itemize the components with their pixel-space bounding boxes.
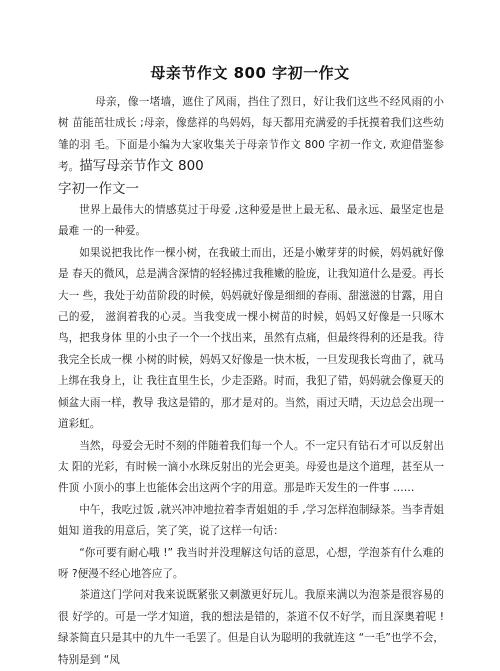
body-paragraph-1: 世界上最伟大的情感莫过于母爱 ,这种爱是世上最无私、最永远、最坚定也是最难 一的一种爱。 [58,204,444,238]
article-body [58,92,444,671]
body-paragraph-5: “你可要有耐心哦 !” 我当时并没理解这句话的意思，心想，学泡茶有什么难的呀 ?便漫不经心地答应了。 [58,546,444,580]
intro-text: 母亲，像一堵墙，遮住了风雨，挡住了烈日，好让我们这些不经风雨的小树 苗能茁壮成长 ;母亲，像慈祥的鸟妈妈，每天都用充满爱的手抚摸着我们这些幼雏的羽 毛。下面是小编为大家收集关于母亲节作文 800 字初一作文, 欢迎借鉴参考。 [58,96,444,174]
body-paragraph-3: 当然，母爱会无时不刻的伴随着我们每一个人。不一定只有钻石才可以反射出太 阳的光彩，有时候一滴小水珠反射出的光会更美。母爱也是这个道理，甚至从一件顶 小顶小的事上也能体会出这两个字的用意。那是昨天发生的一件事 …… [58,439,444,495]
intro-paragraph [58,92,444,179]
sub-heading-part2: 字初一作文一 [58,180,139,197]
body-paragraph-6: 茶道这门学问对我来说既紧张又刺激更好玩儿。我原来满以为泡茶是很容易的很 好学的。可是一学才知道，我的想法是错的，茶道不仅不好学，而且深奥着呢 !绿茶简直只是其中的九牛一毛罢了。但是自认为聪明的我就连这 “一毛”也学不会，特别是到 “凤 [58,589,444,666]
article-title: 母亲节作文 800 字初一作文 [150,64,350,82]
body-paragraph-4: 中午，我吃过饭 ,就兴冲冲地拉着李青姐姐的手 ,学习怎样泡制绿茶。当李青姐姐知 道我的用意后，笑了笑，说了这样一句话： [58,503,444,538]
sub-heading-part1: 描写母亲节作文 800 [79,158,204,175]
body-paragraph-2: 如果说把我比作一棵小树，在我破土而出，还是小嫩芽芽的时候，妈妈就好像是 春天的微风，总是满含深情的轻轻拂过我稚嫩的脸庞，让我知道什么是爱。再长大一 些，我处于幼苗阶段的时候，妈妈就好像是细细的春雨、甜滋滋的甘露，用自己的爱， 滋润着我的心灵。当我变成一棵小树苗的时候，妈妈又好像是一只啄木鸟，把我身体 里的小虫子一个一个找出来，虽然有点痛，但最终得利的还是我。待我完全长成一棵 小树的时候，妈妈又好像是一快木板，一旦发现我长弯曲了，就马上绑在我身上，让 我往直里生长，少走歪路。时而，我犯了错，妈妈就会像夏天的倾盆大雨一样，教导 我这是错的，那才是对的。当然，雨过天晴，天边总会出现一道彩虹。 [58,246,444,431]
